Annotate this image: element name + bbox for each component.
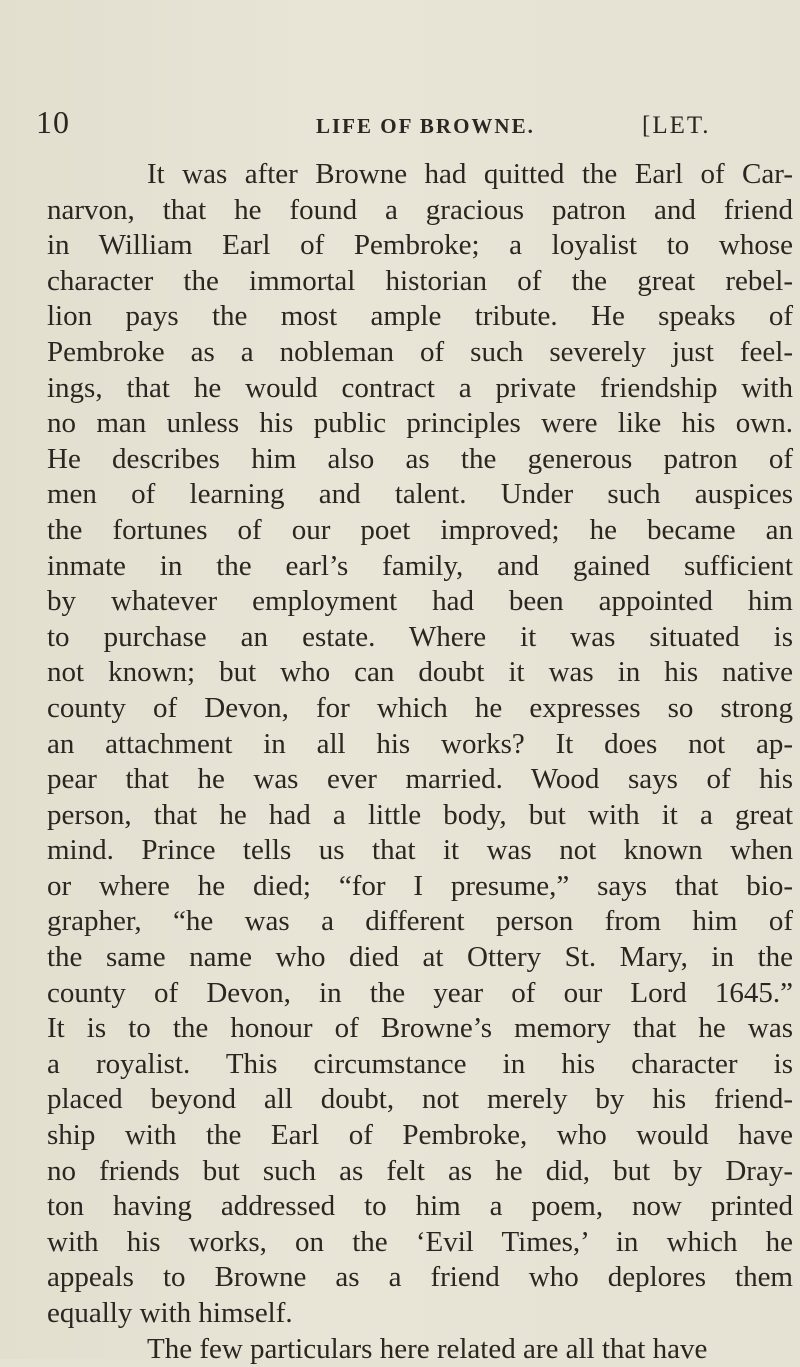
text-line: The few particulars here related are all that have — [147, 1332, 708, 1365]
text-line: lion pays the most ample tribute. He speaks of — [47, 300, 793, 333]
text-line: a royalist. This circumstance in his character is — [47, 1047, 793, 1080]
text-line: grapher, “he was a different person from him of — [47, 905, 793, 938]
text-line: ings, that he would contract a private friendship with — [47, 371, 793, 404]
section-mark: [LET. — [642, 112, 711, 139]
text-line: equally with himself. — [47, 1297, 293, 1329]
text-line: not known; but who can doubt it was in his native — [47, 656, 793, 689]
text-line: in William Earl of Pembroke; a loyalist to whose — [47, 229, 793, 262]
text-line: He describes him also as the generous patron of — [47, 442, 793, 475]
text-line: county of Devon, for which he expresses so strong — [47, 691, 793, 724]
text-line: ton having addressed to him a poem, now printed — [47, 1190, 793, 1223]
text-line: appeals to Browne as a friend who deplores them — [47, 1261, 793, 1294]
text-line: no friends but such as felt as he did, but by Dray- — [47, 1154, 793, 1187]
text-line: It was after Browne had quitted the Earl of Car- — [147, 158, 793, 190]
text-line: inmate in the earl’s family, and gained sufficient — [47, 549, 793, 582]
text-line: ship with the Earl of Pembroke, who would have — [47, 1119, 793, 1152]
running-head — [36, 104, 796, 148]
text-line: the same name who died at Ottery St. Mary, in the — [47, 941, 793, 974]
text-line: no man unless his public principles were like his own. — [47, 407, 793, 440]
text-line: by whatever employment had been appointed him — [47, 585, 793, 618]
text-line: person, that he had a little body, but with it a great — [47, 798, 793, 831]
body-text — [47, 157, 793, 1367]
text-line: It is to the honour of Browne’s memory that he was — [47, 1012, 793, 1045]
text-line: pear that he was ever married. Wood says of his — [47, 763, 793, 796]
text-line: the fortunes of our poet improved; he became an — [47, 513, 793, 546]
text-line: county of Devon, in the year of our Lord 1645.” — [47, 976, 793, 1009]
text-line: narvon, that he found a gracious patron and friend — [47, 193, 793, 226]
text-line: character the immortal historian of the great rebel- — [47, 264, 793, 297]
page-number: 10 — [36, 104, 70, 140]
text-line: mind. Prince tells us that it was not known when — [47, 834, 793, 867]
text-line: placed beyond all doubt, not merely by his friend- — [47, 1083, 793, 1116]
text-line: men of learning and talent. Under such auspices — [47, 478, 793, 511]
text-line: to purchase an estate. Where it was situated is — [47, 620, 793, 653]
running-title: LIFE OF BROWNE. — [316, 114, 535, 138]
text-line: with his works, on the ‘Evil Times,’ in which he — [47, 1225, 793, 1258]
text-line: an attachment in all his works? It does not ap- — [47, 727, 793, 760]
text-line: or where he died; “for I presume,” says that bio- — [47, 869, 793, 902]
text-line: Pembroke as a nobleman of such severely just feel- — [47, 335, 793, 368]
